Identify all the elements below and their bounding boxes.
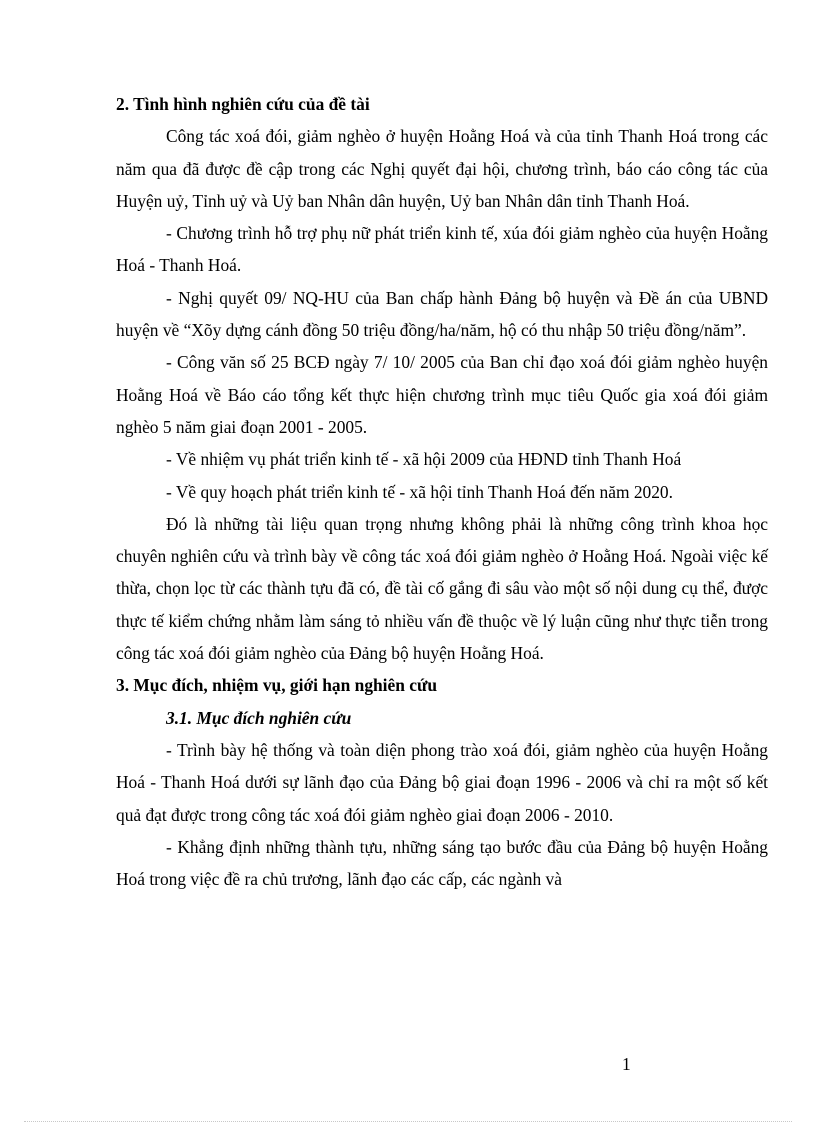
section-3-heading: 3. Mục đích, nhiệm vụ, giới hạn nghiên cứu: [116, 675, 438, 696]
section-2-paragraph-2: - Chương trình hỗ trợ phụ nữ phát triển kinh tế, xúa đói giảm nghèo của huyện Hoằng Hoá - Thanh Hoá.: [116, 223, 768, 276]
section-3-paragraph-1: - Trình bày hệ thống và toàn diện phong trào xoá đói, giảm nghèo của huyện Hoằng Hoá - Thanh Hoá dưới sự lãnh đạo của Đảng bộ giai đoạn 1996 - 2006 và chỉ ra một số kết quả đạt được trong công tác xoá đói giảm nghèo giai đoạn 2006 - 2010.: [116, 739, 768, 825]
section-2-paragraph-7: Đó là những tài liệu quan trọng nhưng không phải là những công trình khoa học chuyên nghiên cứu và trình bày về công tác xoá đói giảm nghèo ở Hoằng Hoá. Ngoài việc kế thừa, chọn lọc từ các thành tựu đã có, đề tài cố gắng đi sâu vào một số nội dung cụ thể, được thực tế kiểm chứng nhằm làm sáng tỏ nhiều vấn đề thuộc về lý luận cũng như thực tiễn trong công tác xoá đói giảm nghèo của Đảng bộ huyện Hoằng Hoá.: [116, 513, 768, 664]
page-number: 1: [622, 1054, 631, 1074]
section-2-heading: 2. Tình hình nghiên cứu của đề tài: [116, 94, 370, 114]
page-bottom-divider: [24, 1121, 792, 1122]
section-2-paragraph-3: - Nghị quyết 09/ NQ-HU của Ban chấp hành Đảng bộ huyện và Đề án của UBND huyện về “Xõy dựng cánh đồng 50 triệu đồng/ha/năm, hộ có thu nhập 50 triệu đồng/năm”.: [116, 287, 768, 341]
section-2-paragraph-4: - Công văn số 25 BCĐ ngày 7/ 10/ 2005 của Ban chỉ đạo xoá đói giảm nghèo huyện Hoằng Hoá về Báo cáo tổng kết thực hiện chương trình mục tiêu Quốc gia xoá đói giảm nghèo 5 năm giai đoạn 2001 - 2005.: [116, 352, 768, 437]
section-2-paragraph-1: Công tác xoá đói, giảm nghèo ở huyện Hoằng Hoá và của tỉnh Thanh Hoá trong các năm qua đã được đề cập trong các Nghị quyết đại hội, chương trình, báo cáo công tác của Huyện uỷ, Tỉnh uỷ và Uỷ ban Nhân dân huyện, Uỷ ban Nhân dân tỉnh Thanh Hoá.: [116, 126, 768, 211]
section-2-paragraph-6: - Về quy hoạch phát triển kinh tế - xã hội tỉnh Thanh Hoá đến năm 2020.: [166, 481, 673, 502]
section-3-paragraph-2: - Khẳng định những thành tựu, những sáng tạo bước đầu của Đảng bộ huyện Hoằng Hoá trong việc đề ra chủ trương, lãnh đạo các cấp, các ngành và: [116, 836, 768, 890]
section-2-paragraph-5: - Về nhiệm vụ phát triển kinh tế - xã hội 2009 của HĐND tỉnh Thanh Hoá: [166, 449, 682, 470]
section-3-1-subheading: 3.1. Mục đích nghiên cứu: [166, 707, 352, 728]
document-page: [116, 88, 768, 895]
